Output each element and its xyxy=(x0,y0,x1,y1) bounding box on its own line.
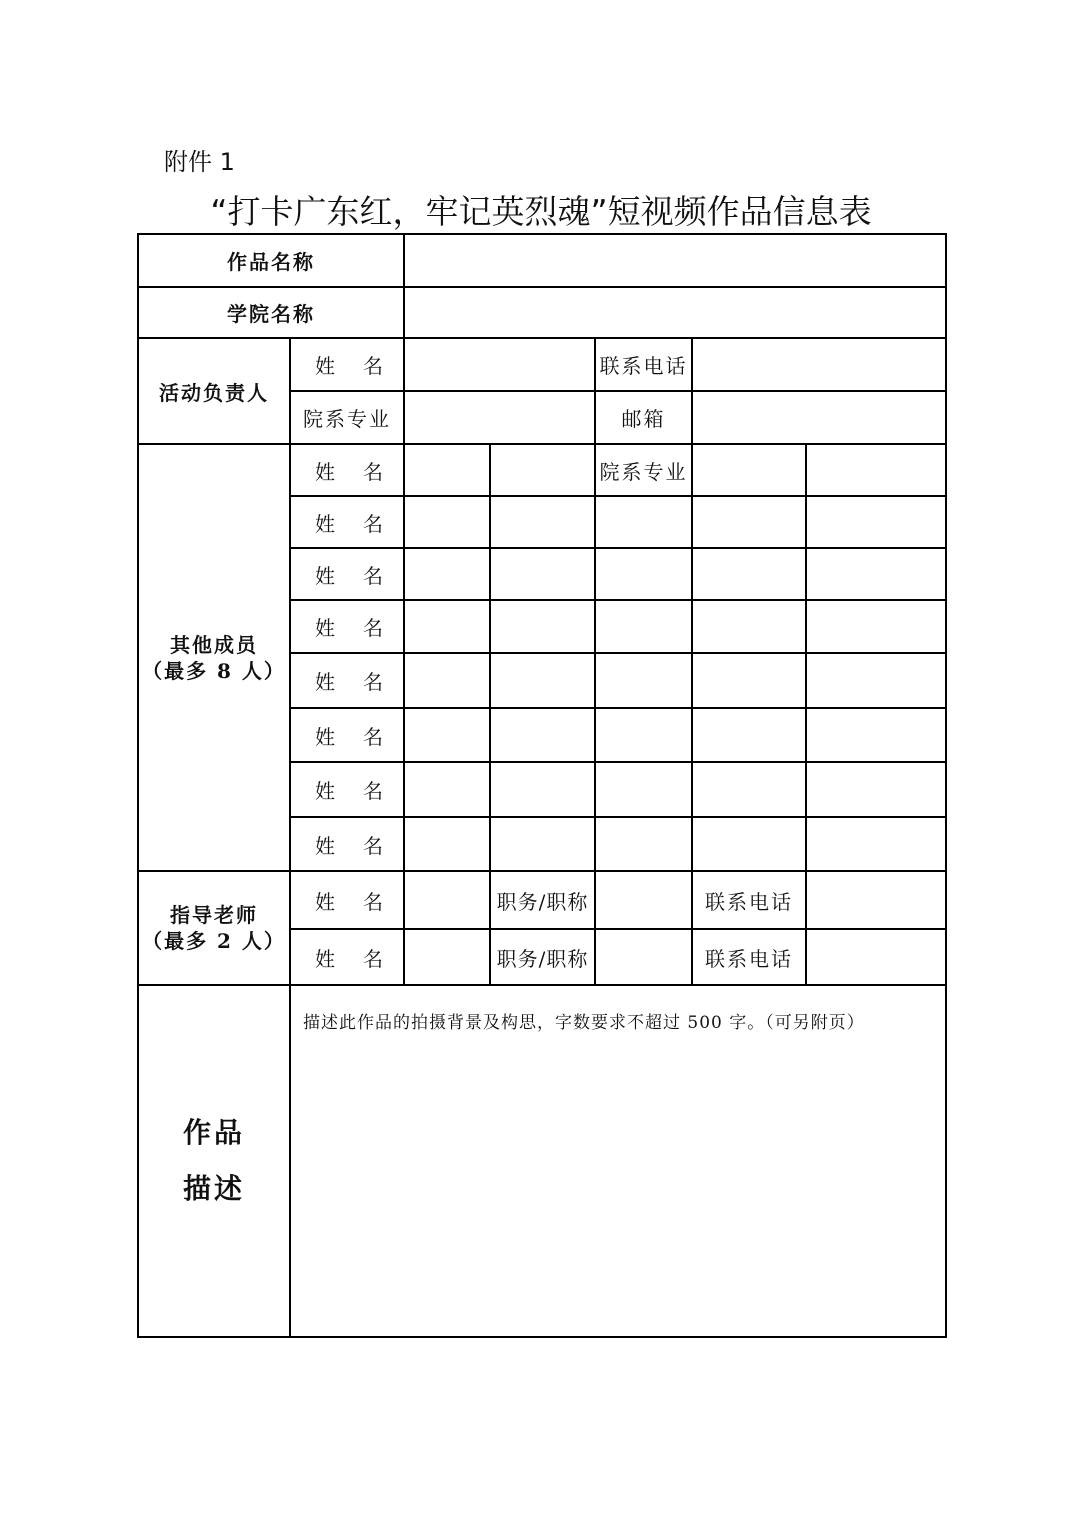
member-cell[interactable] xyxy=(692,548,806,600)
work-name-label: 作品名称 xyxy=(138,234,404,287)
member-cell[interactable] xyxy=(692,496,806,548)
row-advisor-1 xyxy=(138,871,946,929)
member-cell[interactable] xyxy=(806,496,946,548)
advisors-label-line1: 指导老师 xyxy=(170,903,258,927)
member-cell[interactable] xyxy=(692,708,806,762)
description-field[interactable] xyxy=(290,985,946,1337)
description-label-line2: 描述 xyxy=(182,1172,245,1205)
college-name-label: 学院名称 xyxy=(138,287,404,338)
member-dept-label: 院系专业 xyxy=(595,444,692,496)
member-cell[interactable] xyxy=(595,653,692,708)
row-college-name xyxy=(138,287,946,338)
member-cell[interactable] xyxy=(595,496,692,548)
info-table xyxy=(137,233,947,1338)
leader-section-label: 活动负责人 xyxy=(138,338,290,444)
leader-email-field[interactable] xyxy=(692,391,946,444)
member-name-label: 姓 名 xyxy=(290,496,404,548)
member-cell[interactable] xyxy=(490,600,595,653)
leader-name-field[interactable] xyxy=(404,338,595,391)
advisor-title-field[interactable] xyxy=(595,929,692,985)
leader-phone-label: 联系电话 xyxy=(595,338,692,391)
member-name-field[interactable] xyxy=(490,444,595,496)
description-hint: 描述此作品的拍摄背景及构思，字数要求不超过 500 字。（可另附页） xyxy=(303,1013,865,1033)
member-cell[interactable] xyxy=(806,708,946,762)
members-label-line1: 其他成员 xyxy=(170,632,258,657)
member-dept-field[interactable] xyxy=(692,444,806,496)
advisor-phone-label: 联系电话 xyxy=(692,871,806,929)
member-cell[interactable] xyxy=(490,762,595,817)
member-cell[interactable] xyxy=(692,817,806,871)
advisor-phone-label: 联系电话 xyxy=(692,929,806,985)
member-cell[interactable] xyxy=(490,817,595,871)
leader-name-label: 姓 名 xyxy=(290,338,404,391)
member-cell[interactable] xyxy=(595,762,692,817)
member-name-label: 姓 名 xyxy=(290,600,404,653)
advisor-name-label: 姓 名 xyxy=(290,929,404,985)
advisor-phone-field[interactable] xyxy=(806,929,946,985)
member-cell[interactable] xyxy=(595,600,692,653)
member-name-label: 姓 名 xyxy=(290,444,404,496)
member-cell[interactable] xyxy=(404,762,490,817)
leader-dept-label: 院系专业 xyxy=(290,391,404,444)
member-dept-field[interactable] xyxy=(806,444,946,496)
member-cell[interactable] xyxy=(806,817,946,871)
advisor-phone-field[interactable] xyxy=(806,871,946,929)
member-cell[interactable] xyxy=(404,600,490,653)
member-cell[interactable] xyxy=(490,708,595,762)
advisor-name-label: 姓 名 xyxy=(290,871,404,929)
member-cell[interactable] xyxy=(595,548,692,600)
description-label-line1: 作品 xyxy=(182,1116,245,1149)
row-description xyxy=(138,985,946,1337)
member-cell[interactable] xyxy=(404,708,490,762)
member-cell[interactable] xyxy=(490,496,595,548)
member-cell[interactable] xyxy=(404,548,490,600)
member-cell[interactable] xyxy=(806,548,946,600)
member-name-label: 姓 名 xyxy=(290,708,404,762)
member-name-label: 姓 名 xyxy=(290,762,404,817)
college-name-field[interactable] xyxy=(404,287,946,338)
description-label xyxy=(138,985,290,1337)
members-section-label xyxy=(138,444,290,871)
row-member-1 xyxy=(138,444,946,496)
member-cell[interactable] xyxy=(806,600,946,653)
member-cell[interactable] xyxy=(806,762,946,817)
member-cell[interactable] xyxy=(490,548,595,600)
leader-dept-field[interactable] xyxy=(404,391,595,444)
member-name-label: 姓 名 xyxy=(290,653,404,708)
row-leader-name xyxy=(138,338,946,391)
member-cell[interactable] xyxy=(404,653,490,708)
advisors-label-line2: （最多 2 人） xyxy=(142,929,286,953)
leader-phone-field[interactable] xyxy=(692,338,946,391)
member-name-label: 姓 名 xyxy=(290,817,404,871)
member-cell[interactable] xyxy=(490,653,595,708)
leader-email-label: 邮箱 xyxy=(595,391,692,444)
attachment-label: 附件 1 xyxy=(164,148,235,176)
info-form xyxy=(137,233,947,1338)
member-cell[interactable] xyxy=(404,496,490,548)
member-cell[interactable] xyxy=(692,653,806,708)
work-name-field[interactable] xyxy=(404,234,946,287)
member-cell[interactable] xyxy=(692,600,806,653)
member-cell[interactable] xyxy=(692,762,806,817)
row-work-name xyxy=(138,234,946,287)
members-label-line2: （最多 8 人） xyxy=(142,658,286,683)
advisor-name-field[interactable] xyxy=(404,929,490,985)
member-cell[interactable] xyxy=(806,653,946,708)
member-name-field[interactable] xyxy=(404,444,490,496)
advisor-title-label: 职务/职称 xyxy=(490,929,595,985)
member-cell[interactable] xyxy=(404,817,490,871)
page-title: “打卡广东红，牢记英烈魂”短视频作品信息表 xyxy=(210,192,872,231)
advisor-title-field[interactable] xyxy=(595,871,692,929)
advisors-section-label xyxy=(138,871,290,985)
member-cell[interactable] xyxy=(595,817,692,871)
advisor-name-field[interactable] xyxy=(404,871,490,929)
member-name-label: 姓 名 xyxy=(290,548,404,600)
member-cell[interactable] xyxy=(595,708,692,762)
advisor-title-label: 职务/职称 xyxy=(490,871,595,929)
